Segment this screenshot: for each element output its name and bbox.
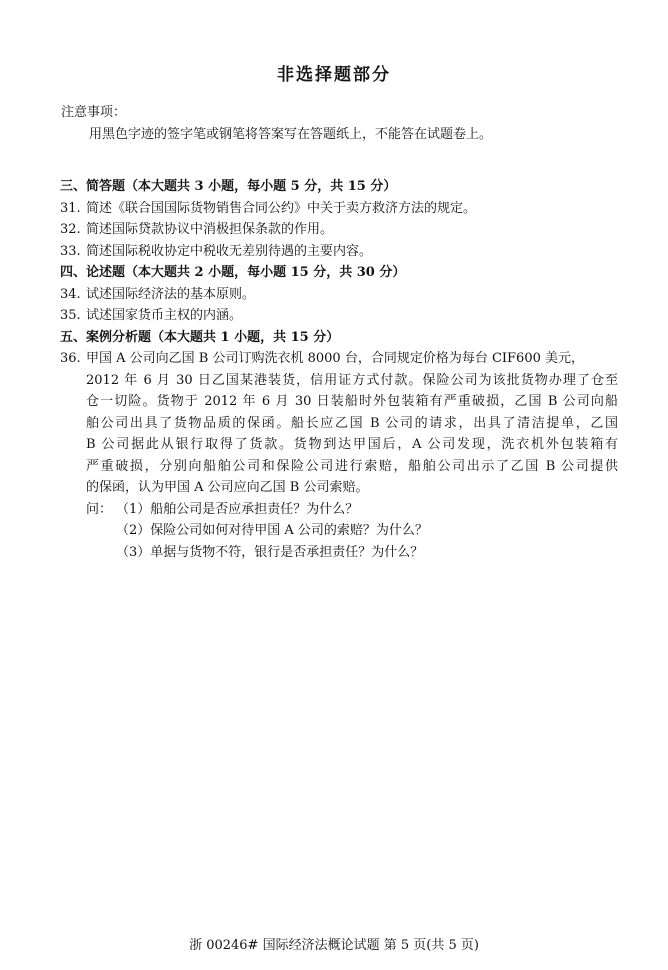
- notice-heading: 注意事项：: [61, 105, 127, 120]
- case-question-3: [86, 542, 618, 564]
- page-title: 非选择题部分: [277, 65, 391, 85]
- question-text: 简述国际贷款协议中消极担保条款的作用。: [86, 222, 334, 237]
- question-32: [60, 219, 620, 241]
- question-text: 简述《联合国国际货物销售合同公约》中关于卖方救济方法的规定。: [86, 200, 477, 216]
- case-question-text: （3）单据与货物不符，银行是否承担责任？为什么？: [116, 544, 424, 560]
- section-heading-text: 四、论述题（本大题共 2 小题，每小题 15 分，共 30 分）: [60, 265, 406, 280]
- notice-text: 用黑色字迹的签字笔或钢笔将答案写在答题纸上，不能答在试题卷上。: [89, 127, 493, 142]
- question-36: [60, 348, 620, 370]
- case-question-2: [86, 520, 618, 542]
- case-line-3: 仓一切险。货物于 2012 年 6 月 30 日装船时外包装箱有严重破损，乙国 B 公司向船: [86, 394, 618, 409]
- question-34: [60, 284, 620, 306]
- question-number: 33.: [60, 243, 81, 259]
- question-number: 35.: [60, 308, 81, 323]
- ask-prefix: 问：: [86, 501, 113, 517]
- case-question-text: （1）船舶公司是否应承担责任？为什么？: [116, 501, 359, 517]
- question-number: 31.: [60, 200, 81, 216]
- question-number: 34.: [60, 286, 81, 302]
- case-question-text: （2）保险公司如何对待甲国 A 公司的索赔？为什么？: [116, 523, 428, 538]
- case-line-5: B 公司据此从银行取得了货款。货物到达甲国后，A 公司发现，洗衣机外包装箱有: [86, 437, 618, 452]
- question-33: [60, 241, 620, 263]
- case-line-7: 的保函，认为甲国 A 公司应向乙国 B 公司索赔。: [86, 480, 369, 495]
- page-footer: 浙 00246# 国际经济法概论试题 第 5 页(共 5 页): [189, 938, 479, 953]
- case-line-6: 严重破损，分别向船舶公司和保险公司进行索赔，船舶公司出示了乙国 B 公司提供: [86, 458, 618, 474]
- questions-content: [60, 176, 620, 563]
- case-text-block: [86, 370, 618, 564]
- question-31: [60, 198, 620, 220]
- question-number: 36.: [60, 351, 81, 366]
- case-line-1: 甲国 A 公司向乙国 B 公司订购洗衣机 8000 台，合同规定价格为每台 CIF600 美元，: [86, 351, 584, 366]
- section-heading-text: 五、案例分析题（本大题共 1 小题，共 15 分）: [60, 329, 340, 345]
- question-number: 32.: [60, 222, 81, 237]
- section-heading-essay: [60, 262, 620, 284]
- case-line-2: 2012 年 6 月 30 日乙国某港装货，信用证方式付款。保险公司为该批货物办理了仓至: [86, 372, 618, 388]
- question-text: 简述国际税收协定中税收无差别待遇的主要内容。: [86, 243, 373, 259]
- section-heading-text: 三、简答题（本大题共 3 小题，每小题 5 分，共 15 分）: [60, 179, 397, 194]
- question-text: 试述国际经济法的基本原则。: [86, 286, 256, 302]
- question-text: 试述国家货币主权的内涵。: [86, 308, 243, 323]
- section-heading-short-answer: [60, 176, 620, 198]
- section-heading-case-analysis: [60, 327, 620, 349]
- question-35: [60, 305, 620, 327]
- case-line-4: 舶公司出具了货物品质的保函。船长应乙国 B 公司的请求，出具了清洁提单，乙国: [86, 415, 618, 431]
- case-question-1: [86, 499, 618, 521]
